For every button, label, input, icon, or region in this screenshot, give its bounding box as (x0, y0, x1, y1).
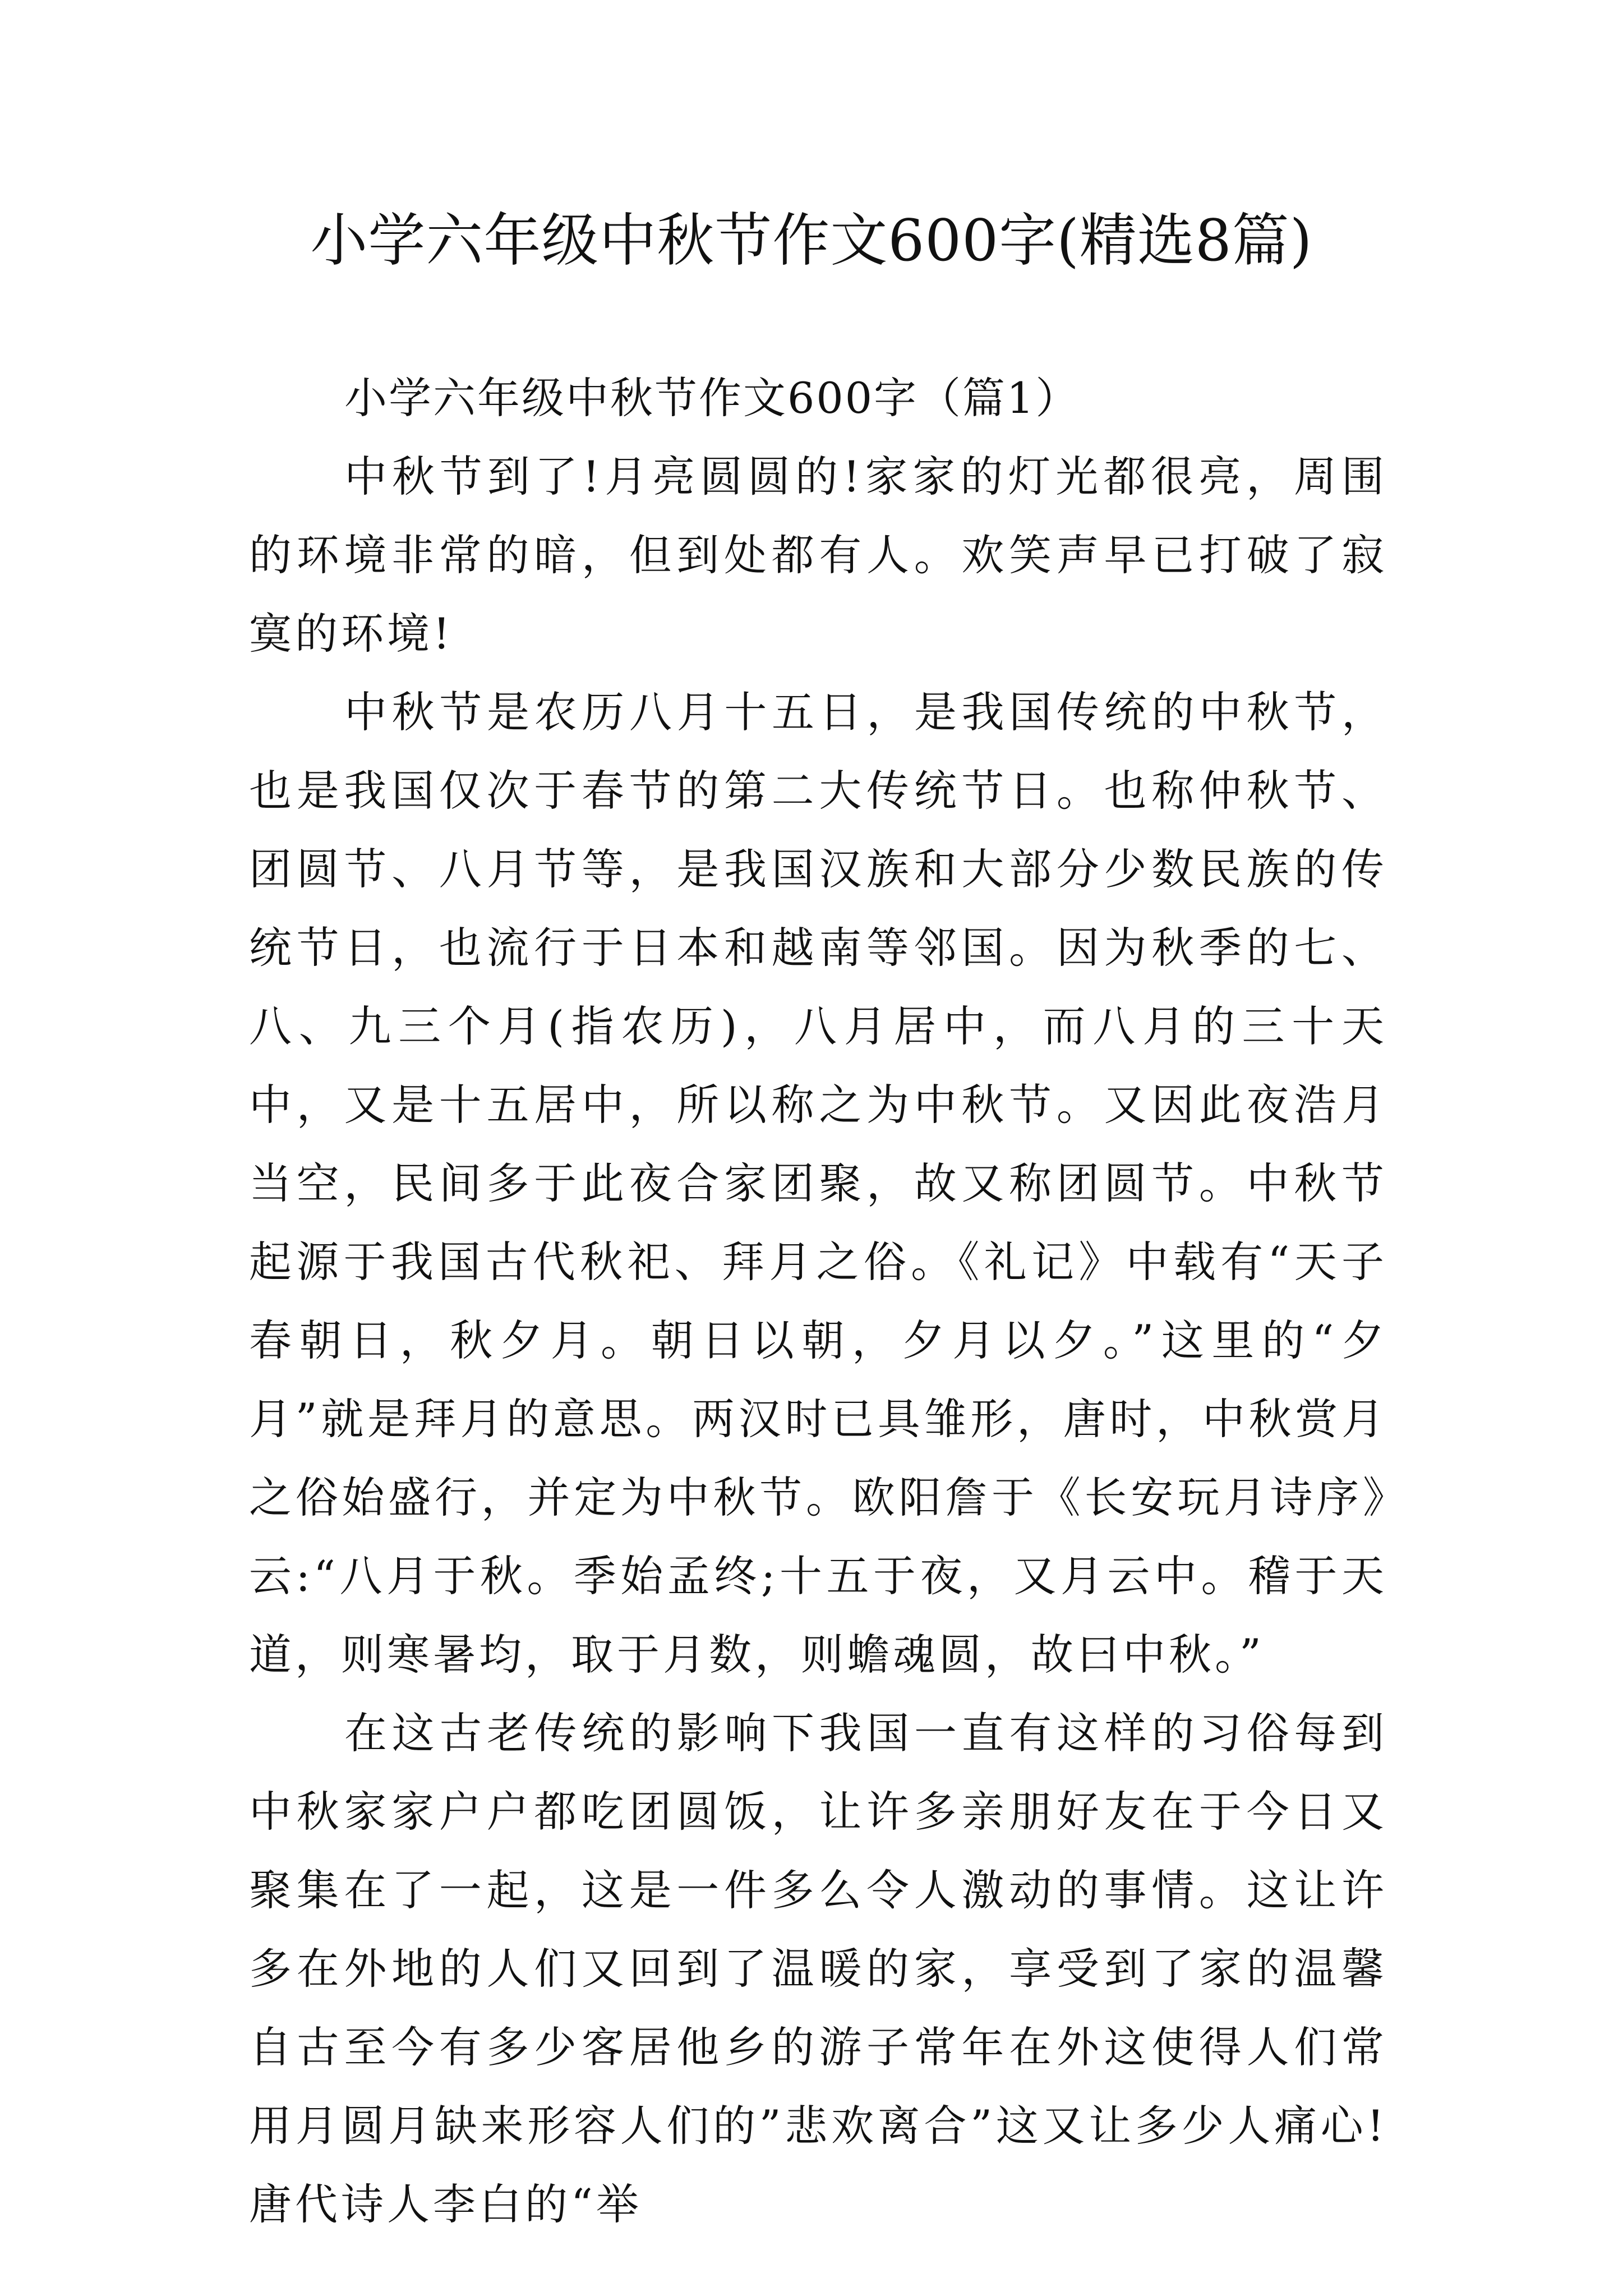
section-heading: 小学六年级中秋节作文600字（篇1） (344, 373, 1080, 423)
paragraph-3: 在这古老传统的影响下我国一直有这样的习俗每到中秋家家户户都吃团圆饭，让许多亲朋好友在于今日又聚集在了一起，这是一件多么令人激动的事情。这让许多在外地的人们又回到了温暖的家，享受到了家的温馨自古至今有多少客居他乡的游子常年在外这使得人们常用月圆月缺来形容人们的”悲欢离合”这又让多少人痛心!唐代诗人李白的“举 (249, 1708, 1387, 2229)
document-title: 小学六年级中秋节作文600字(精选8篇) (310, 208, 1313, 274)
paragraph-2: 中秋节是农历八月十五日，是我国传统的中秋节，也是我国仅次于春节的第二大传统节日。也称仲秋节、团圆节、八月节等，是我国汉族和大部分少数民族的传统节日，也流行于日本和越南等邻国。因为秋季的七、八、九三个月(指农历)，八月居中，而八月的三十天中，又是十五居中，所以称之为中秋节。又因此夜浩月当空，民间多于此夜合家团聚，故又称团圆节。中秋节起源于我国古代秋祀、拜月之俗。《礼记》中载有“天子春朝日，秋夕月。朝日以朝，夕月以夕。”这里的“夕月”就是拜月的意思。两汉时已具雏形，唐时，中秋赏月之俗始盛行，并定为中秋节。欧阳詹于《长安玩月诗序》云:“八月于秋。季始孟终;十五于夜，又月云中。稽于天道，则寒暑均，取于月数，则蟾魂圆，故曰中秋。” (249, 687, 1387, 1680)
paragraph-1: 中秋节到了!月亮圆圆的!家家的灯光都很亮，周围的环境非常的暗，但到处都有人。欢笑声早已打破了寂寞的环境! (249, 452, 1387, 659)
document-body (249, 359, 1387, 2244)
